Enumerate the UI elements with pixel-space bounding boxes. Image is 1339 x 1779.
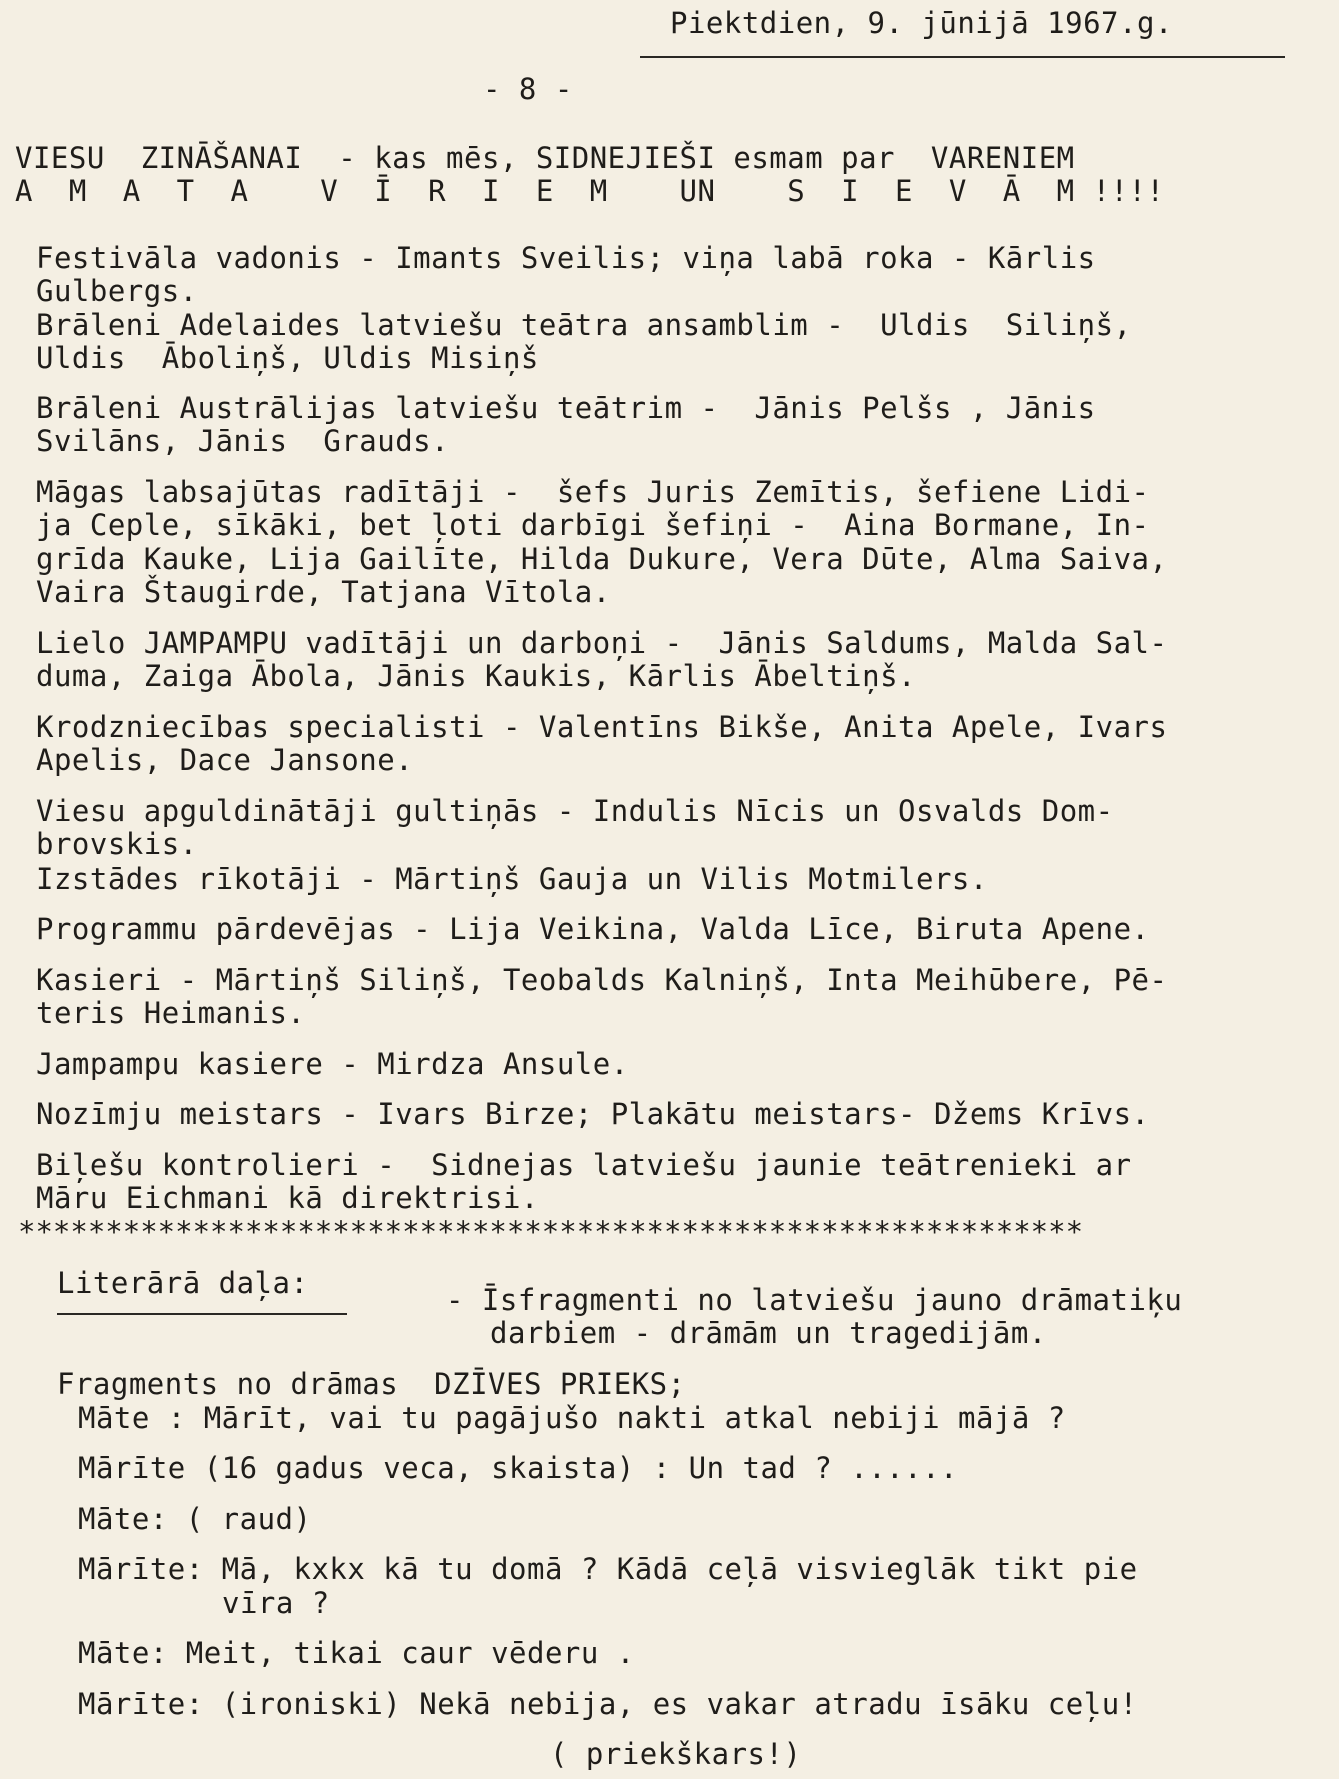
credit-line: Māgas labsajūtas radītāji - šefs Juris Zemītis, šefiene Lidi-	[36, 475, 1150, 509]
credit-line: Brāleni Adelaides latviešu teātra ansamblim - Uldis Siliņš,	[36, 308, 1132, 342]
date-underline	[640, 56, 1285, 58]
credit-line: teris Heimanis.	[36, 996, 306, 1030]
dialogue-line: Māte: Meit, tikai caur vēderu .	[78, 1636, 635, 1670]
star-separator: *************************************************************	[18, 1215, 1084, 1249]
credit-line: Lielo JAMPAMPU vadītāji un darboņi - Jānis Saldums, Malda Sal-	[36, 626, 1168, 660]
heading-line-2: A M A T A V Ī R I E M UN S I E V Ā M !!!!	[15, 174, 1165, 208]
credit-line: Biļešu kontrolieri - Sidnejas latviešu jaunie teātrenieki ar	[36, 1148, 1132, 1182]
credit-line: ja Ceple, sīkāki, bet ļoti darbīgi šefiņi - Aina Bormane, In-	[36, 508, 1150, 542]
page-number: - 8 -	[483, 72, 573, 106]
credit-line: grīda Kauke, Lija Gailīte, Hilda Dukure, Vera Dūte, Alma Saiva,	[36, 542, 1168, 576]
credit-line: Nozīmju meistars - Ivars Birze; Plakātu meistars- Džems Krīvs.	[36, 1097, 1150, 1131]
literary-heading: Literārā daļa:	[57, 1266, 309, 1300]
literary-intro-line-2: darbiem - drāmām un tragedijām.	[490, 1316, 1047, 1350]
credit-line: Viesu apguldinātāji gultiņās - Indulis Nīcis un Osvalds Dom-	[36, 794, 1114, 828]
dialogue-line: Mārīte: (ironiski) Nekā nebija, es vakar atradu īsāku ceļu!	[78, 1687, 1138, 1721]
dialogue-line: Māte: ( raud)	[78, 1502, 312, 1536]
credit-line: Māru Eichmani kā direktrisi.	[36, 1181, 539, 1215]
credit-line: Svilāns, Jānis Grauds.	[36, 424, 450, 458]
literary-heading-underline	[57, 1313, 347, 1315]
dialogue-line: Mārīte (16 gadus veca, skaista) : Un tad ? ......	[78, 1451, 959, 1485]
credit-line: Jampampu kasiere - Mirdza Ansule.	[36, 1047, 629, 1081]
credit-line: Gulbergs.	[36, 274, 198, 308]
literary-intro-line-1: - Īsfragmenti no latviešu jauno drāmatiķu	[446, 1283, 1183, 1317]
credit-line: Brāleni Austrālijas latviešu teātrim - Jānis Pelšs , Jānis	[36, 391, 1096, 425]
dialogue-line: vīra ?	[222, 1586, 330, 1620]
credit-line: Apelis, Dace Jansone.	[36, 743, 414, 777]
credit-line: Vaira Štaugirde, Tatjana Vītola.	[36, 575, 611, 609]
dialogue-line: Māte : Mārīt, vai tu pagājušo nakti atkal nebiji mājā ?	[78, 1401, 1066, 1435]
fragment-title: Fragments no drāmas DZĪVES PRIEKS;	[57, 1367, 686, 1401]
credit-line: brovskis.	[36, 827, 198, 861]
credit-line: Izstādes rīkotāji - Mārtiņš Gauja un Vilis Motmilers.	[36, 862, 988, 896]
heading-line-1: VIESU ZINĀŠANAI - kas mēs, SIDNEJIEŠI esmam par VARENIEM	[15, 141, 1075, 175]
credit-line: Programmu pārdevējas - Lija Veikina, Valda Līce, Biruta Apene.	[36, 912, 1150, 946]
credit-line: Uldis Āboliņš, Uldis Misiņš	[36, 341, 539, 375]
credit-line: Kasieri - Mārtiņš Siliņš, Teobalds Kalniņš, Inta Meihūbere, Pē-	[36, 963, 1168, 997]
credit-line: Krodzniecības specialisti - Valentīns Bikše, Anita Apele, Ivars	[36, 710, 1168, 744]
credit-line: Festivāla vadonis - Imants Sveilis; viņa labā roka - Kārlis	[36, 241, 1096, 275]
credit-line: duma, Zaiga Ābola, Jānis Kaukis, Kārlis Ābeltiņš.	[36, 659, 917, 693]
date-line: Piektdien, 9. jūnijā 1967.g.	[670, 6, 1173, 40]
dialogue-line: Mārīte: Mā, kxkx kā tu domā ? Kādā ceļā visvieglāk tikt pie	[78, 1552, 1138, 1586]
curtain-note: ( priekškars!)	[550, 1737, 802, 1771]
